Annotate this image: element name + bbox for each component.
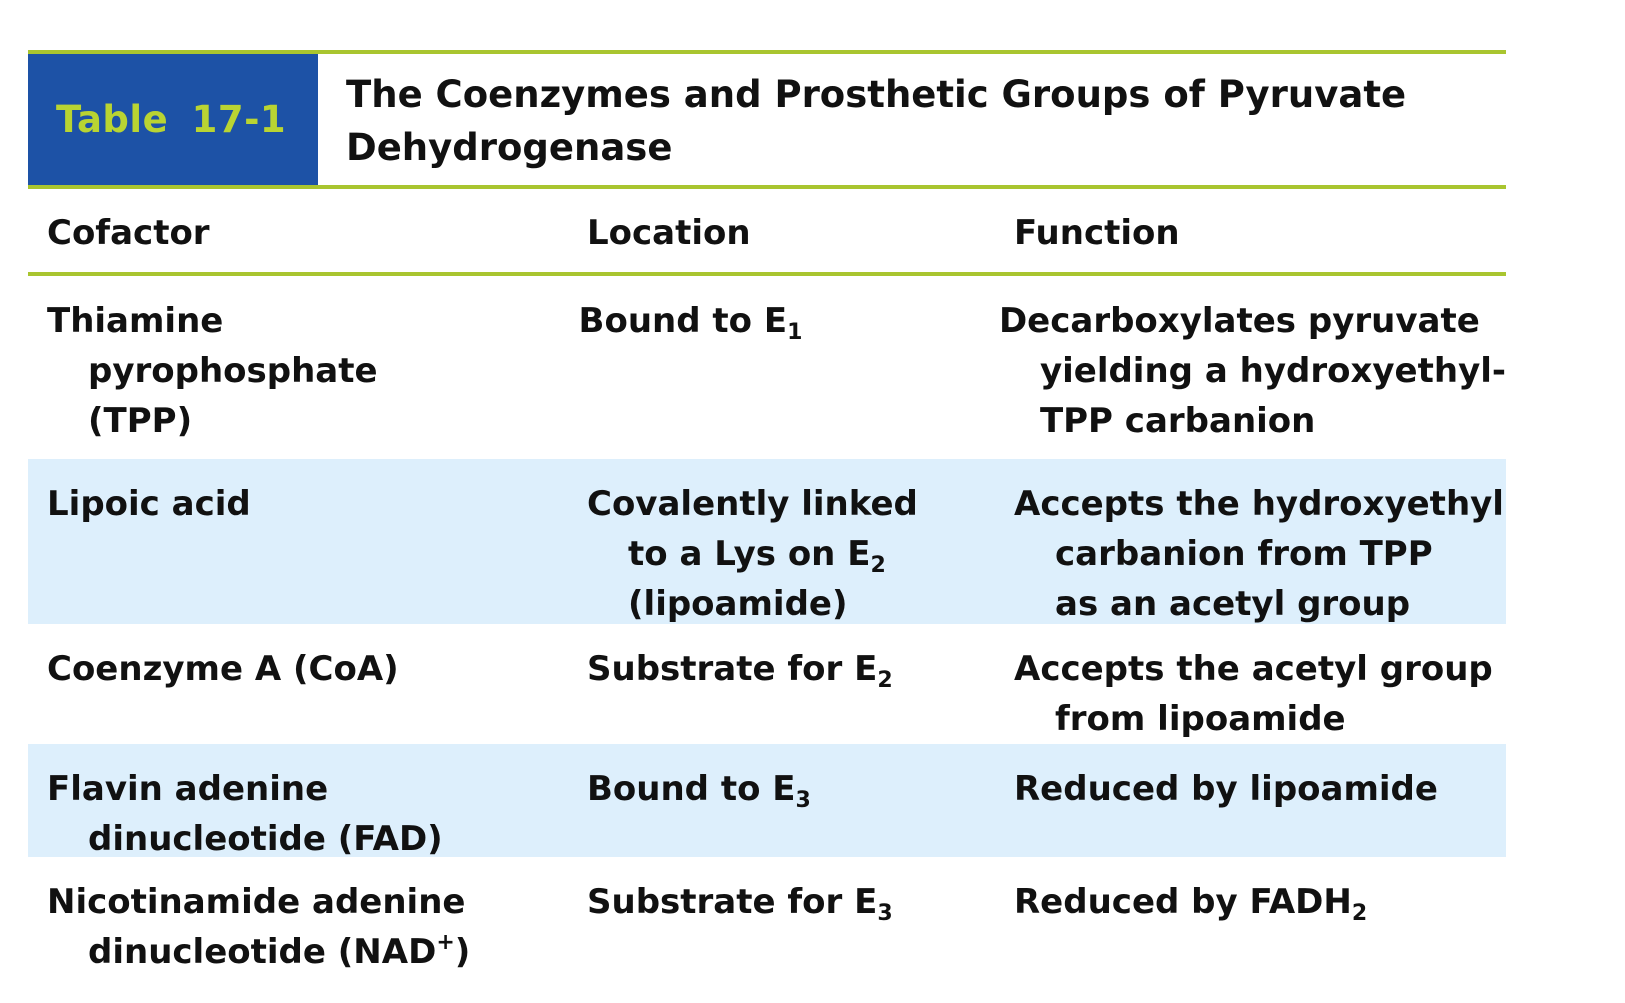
location-text-line: Covalently linked — [587, 484, 918, 524]
cofactor-text-line: Flavin adenine — [47, 769, 329, 809]
location-text-line: Substrate for $E_2$ — [587, 649, 893, 693]
table-row — [28, 459, 1506, 624]
location-cell — [568, 479, 995, 624]
location-text-line: to a Lys on $E_2$ — [628, 534, 886, 578]
cofactor-cell — [28, 644, 568, 744]
cofactor-text-line: Nicotinamide adenine — [47, 882, 466, 922]
table-title — [318, 54, 1506, 185]
subscript: 2 — [877, 668, 893, 693]
location-text-line: (lipoamide) — [628, 584, 848, 624]
cofactor-text-line: Thiamine — [47, 301, 224, 341]
function-text-line: Accepts the acetyl group — [1014, 649, 1493, 689]
function-cell — [980, 296, 1506, 459]
function-text-line: carbanion from TPP — [1055, 534, 1433, 574]
cofactor-text-line: dinucleotide (FAD) — [88, 819, 443, 859]
cofactor-cell — [28, 877, 568, 1003]
function-text-line: Decarboxylates pyruvate — [998, 301, 1480, 341]
location-cell — [568, 877, 995, 1003]
table-title-line: The Coenzymes and Prosthetic Groups of Pyruvate — [346, 73, 1407, 116]
location-text-line: Bound to $E_3$ — [587, 769, 811, 813]
location-cell — [568, 644, 995, 744]
table-row — [28, 744, 1506, 857]
table-row — [28, 624, 1506, 744]
location-text-line: Bound to $E_1$ — [578, 301, 803, 345]
function-text-line: as an acetyl group — [1055, 584, 1411, 624]
cofactor-text-line: pyrophosphate — [88, 351, 378, 391]
function-cell — [995, 877, 1506, 1003]
subscript: 2 — [1351, 901, 1368, 926]
cofactor-text-line: Lipoic acid — [47, 484, 251, 524]
function-text-line: yielding a hydroxyethyl- — [1039, 351, 1506, 391]
cofactor-table — [28, 50, 1506, 1003]
table-title-band — [28, 54, 1506, 185]
function-cell — [995, 479, 1506, 624]
location-text-line: Substrate for $E_3$ — [587, 882, 893, 926]
location-cell — [560, 296, 980, 459]
function-text-line: Accepts the hydroxyethyl — [1014, 484, 1504, 524]
header-location: Location — [587, 212, 751, 253]
function-text-line: Reduced by $FADH_2$ — [1014, 882, 1368, 926]
cofactor-text-line: Coenzyme A (CoA) — [47, 649, 399, 689]
header-cofactor: Cofactor — [47, 212, 210, 253]
cofactor-text-line: (TPP) — [88, 401, 193, 441]
column-header-row — [28, 189, 1506, 272]
function-cell — [995, 644, 1506, 744]
cofactor-text-line: dinucleotide (NAD+) — [88, 930, 471, 972]
superscript: + — [436, 930, 455, 955]
function-text-line: Reduced by lipoamide — [1014, 769, 1438, 809]
header-function: Function — [1014, 212, 1180, 253]
function-cell — [995, 764, 1506, 857]
cofactor-cell — [28, 479, 568, 624]
table-row — [28, 276, 1506, 459]
table-label-badge: Table 17-1 — [28, 54, 318, 185]
subscript: 1 — [787, 320, 803, 345]
table-title-line: Dehydrogenase — [346, 126, 673, 169]
table-row — [28, 857, 1506, 1003]
function-text-line: from lipoamide — [1055, 699, 1346, 739]
subscript: 3 — [795, 788, 811, 813]
subscript: 3 — [877, 901, 893, 926]
location-cell — [568, 764, 995, 857]
subscript: 2 — [870, 553, 886, 578]
function-text-line: TPP carbanion — [1039, 401, 1316, 441]
table-body — [28, 276, 1506, 1003]
cofactor-cell — [28, 764, 568, 857]
cofactor-cell — [28, 296, 560, 459]
